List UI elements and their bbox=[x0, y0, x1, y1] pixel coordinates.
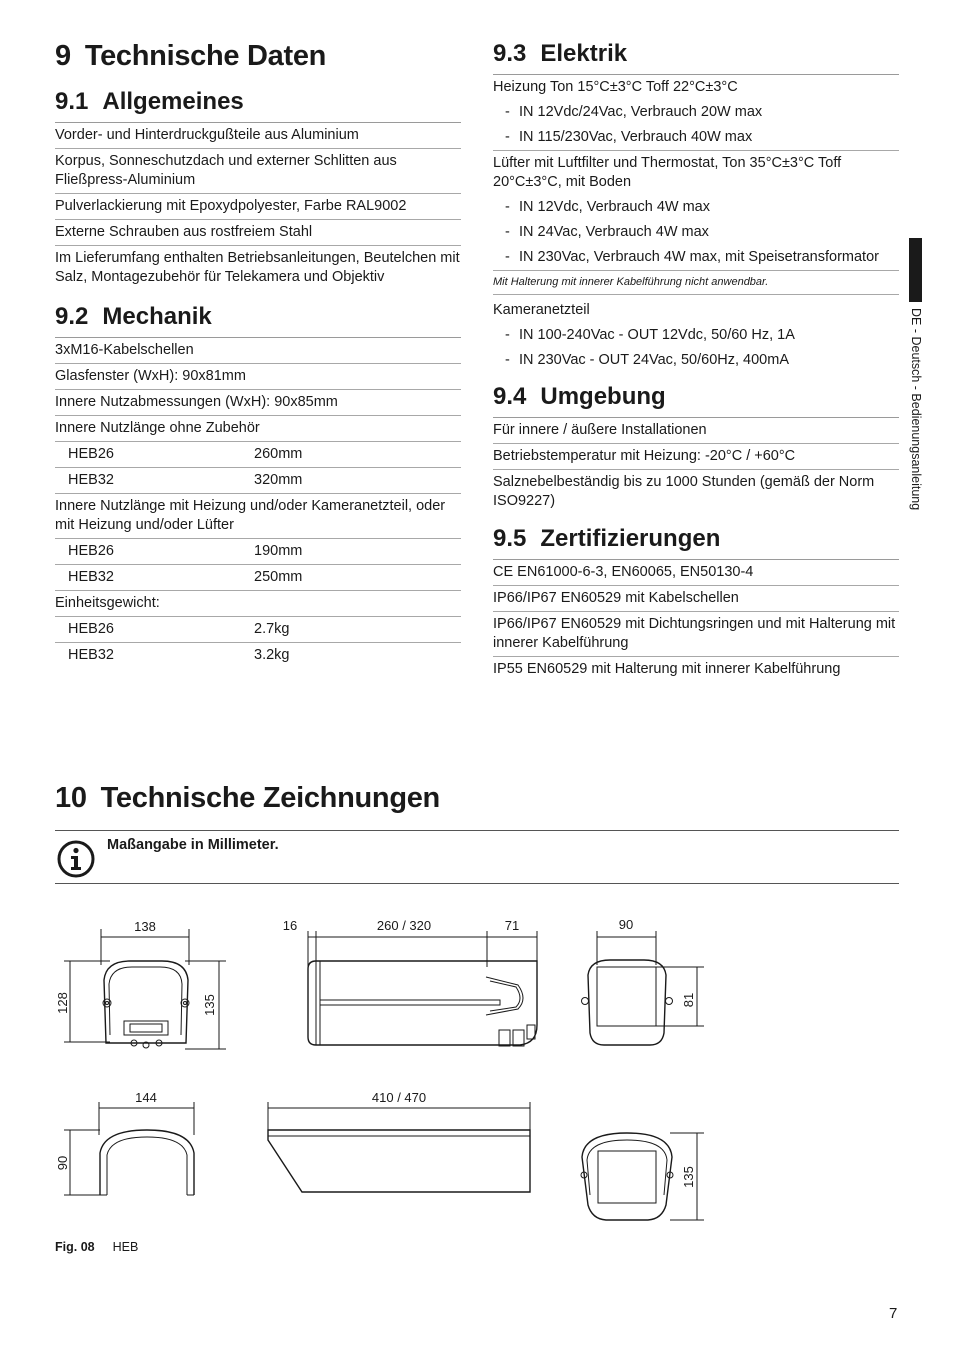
spec-text: Lüfter mit Luftfilter und Thermostat, Ton 35°C±3°C Toff 20°C±3°C, mit Boden bbox=[493, 155, 842, 190]
footnote: Mit Halterung mit innerer Kabelführung nicht anwendbar. bbox=[493, 271, 899, 295]
side-view-drawing bbox=[308, 931, 537, 1046]
section-9-4-heading: 9.4 Umgebung bbox=[493, 382, 899, 418]
spec-row: Innere Nutzlänge mit Heizung und/oder Kameranetzteil, oder mit Heizung und/oder Lüfter bbox=[55, 494, 461, 539]
spec-row: CE EN61000-6-3, EN60065, EN50130-4 bbox=[493, 560, 899, 586]
spec-subrow: HEB26 2.7kg bbox=[55, 617, 461, 643]
figure-label: Fig. 08 bbox=[55, 1240, 95, 1254]
rear-view-drawing bbox=[582, 931, 705, 1045]
sunshield-side-drawing bbox=[268, 1102, 530, 1192]
list-item: - IN 12Vdc, Verbrauch 4W max bbox=[505, 199, 710, 215]
section-9-2-heading: 9.2 Mechanik bbox=[55, 302, 461, 338]
spec-row: Für innere / äußere Installationen bbox=[493, 418, 899, 444]
dim-rear-width: 90 bbox=[618, 917, 634, 932]
spec-row: Einheitsgewicht: bbox=[55, 591, 461, 617]
left-column bbox=[55, 38, 461, 668]
dim-shield-height: 90 bbox=[55, 1155, 70, 1171]
spec-row: Innere Nutzabmessungen (WxH): 90x85mm bbox=[55, 390, 461, 416]
language-tab-label: DE - Deutsch - Bedienungsanleitung bbox=[909, 308, 923, 511]
spec-row: Externe Schrauben aus rostfreiem Stahl bbox=[55, 220, 461, 246]
dim-roof-length: 410 / 470 bbox=[371, 1090, 427, 1105]
spec-text: Kameranetzteil bbox=[493, 302, 590, 318]
dim-back-height: 135 bbox=[681, 1166, 696, 1188]
spec-row: 3xM16-Kabelschellen bbox=[55, 338, 461, 364]
list-item: - IN 115/230Vac, Verbrauch 40W max bbox=[493, 125, 899, 151]
list-item: - IN 230Vac, Verbrauch 4W max, mit Speisetransformator bbox=[493, 245, 899, 271]
info-note bbox=[55, 830, 899, 884]
spec-row: Vorder- und Hinterdruckgußteile aus Aluminium bbox=[55, 123, 461, 149]
spec-row: Salznebelbeständig bis zu 1000 Stunden (gemäß der Norm ISO9227) bbox=[493, 474, 875, 509]
dimension-labels bbox=[55, 917, 696, 1188]
technical-drawings bbox=[50, 905, 730, 1230]
dim-side-a: 16 bbox=[282, 918, 298, 933]
spec-row: Im Lieferumfang enthalten Betriebsanleitungen, Beutelchen mit Salz, Montagezubehör für Telekamera und Objektiv bbox=[55, 250, 460, 285]
section-9-3-heading: 9.3 Elektrik bbox=[493, 39, 899, 75]
spec-text: Heizung Ton 15°C±3°C Toff 22°C±3°C bbox=[493, 79, 738, 95]
spec-row: Korpus, Sonneschutzdach und externer Schlitten aus Fließpress-Aluminium bbox=[55, 149, 461, 194]
spec-subrow: HEB32 250mm bbox=[55, 565, 461, 591]
section-10-heading: 10 Technische Zeichnungen bbox=[55, 782, 440, 814]
dim-front-height-right: 135 bbox=[202, 994, 217, 1016]
section-9-heading: 9 Technische Daten bbox=[55, 40, 327, 72]
language-tab-marker bbox=[909, 238, 922, 302]
section-9-1-heading: 9.1 Allgemeines bbox=[55, 87, 461, 123]
section-9-5-heading: 9.5 Zertifizierungen bbox=[493, 524, 899, 560]
front-view-drawing bbox=[64, 929, 226, 1049]
figure-name: HEB bbox=[112, 1240, 139, 1254]
spec-row: Betriebstemperatur mit Heizung: -20°C / +60°C bbox=[493, 444, 899, 470]
spec-subrow: HEB26 190mm bbox=[55, 539, 461, 565]
dim-rear-height: 81 bbox=[681, 992, 696, 1008]
list-item: - IN 230Vac - OUT 24Vac, 50/60Hz, 400mA bbox=[505, 352, 789, 368]
spec-row: IP66/IP67 EN60529 mit Dichtungsringen und mit Halterung mit innerer Kabelführung bbox=[493, 612, 899, 657]
list-item: - IN 24Vac, Verbrauch 4W max bbox=[505, 224, 709, 240]
spec-subrow: HEB26 260mm bbox=[55, 442, 461, 468]
right-column bbox=[493, 39, 899, 682]
info-text: Maßangabe in Millimeter. bbox=[107, 837, 279, 853]
dim-front-width: 138 bbox=[134, 919, 156, 934]
dim-front-height-left: 128 bbox=[55, 992, 70, 1014]
spec-row: Glasfenster (WxH): 90x81mm bbox=[55, 364, 461, 390]
spec-row: Pulverlackierung mit Epoxydpolyester, Farbe RAL9002 bbox=[55, 194, 461, 220]
spec-row: IP55 EN60529 mit Halterung mit innerer Kabelführung bbox=[493, 661, 841, 677]
spec-row: Innere Nutzlänge ohne Zubehör bbox=[55, 416, 461, 442]
dim-side-c: 71 bbox=[504, 918, 520, 933]
figure-caption bbox=[55, 1240, 138, 1254]
page-number: 7 bbox=[889, 1305, 898, 1322]
info-icon bbox=[57, 840, 95, 878]
spec-subrow: HEB32 3.2kg bbox=[68, 647, 290, 663]
list-item: - IN 12Vdc/24Vac, Verbrauch 20W max bbox=[505, 104, 763, 120]
list-item: - IN 100-240Vac - OUT 12Vdc, 50/60 Hz, 1A bbox=[505, 327, 795, 343]
sunshield-front-drawing bbox=[64, 1102, 194, 1195]
spec-row: IP66/IP67 EN60529 mit Kabelschellen bbox=[493, 586, 899, 612]
dim-side-b: 260 / 320 bbox=[376, 918, 432, 933]
dim-shield-width: 144 bbox=[135, 1090, 157, 1105]
spec-subrow: HEB32 320mm bbox=[55, 468, 461, 494]
